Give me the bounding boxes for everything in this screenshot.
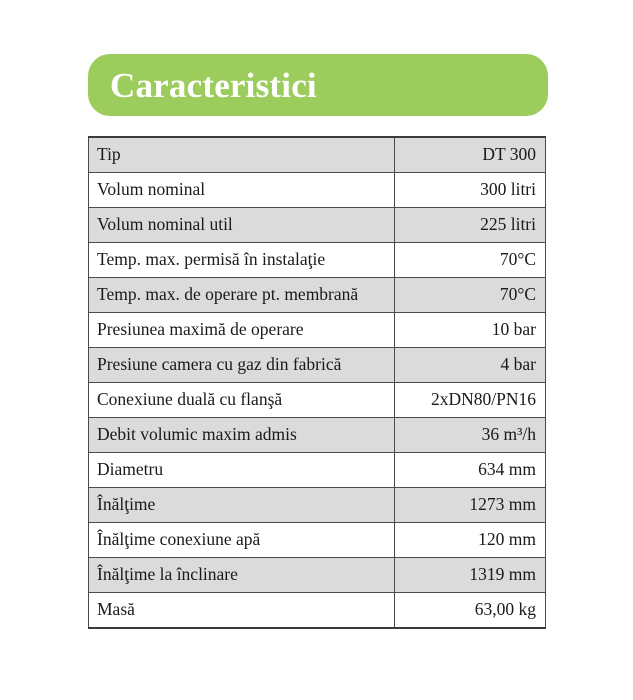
table-row bbox=[89, 243, 546, 278]
spec-label: Temp. max. de operare pt. membrană bbox=[89, 278, 395, 313]
spec-label: Volum nominal util bbox=[89, 208, 395, 243]
spec-label: Volum nominal bbox=[89, 173, 395, 208]
spec-value: 300 litri bbox=[395, 173, 546, 208]
spec-value: 10 bar bbox=[395, 313, 546, 348]
table-row bbox=[89, 558, 546, 593]
spec-label: Conexiune duală cu flanşă bbox=[89, 383, 395, 418]
spec-label: Temp. max. permisă în instalaţie bbox=[89, 243, 395, 278]
spec-value: 1273 mm bbox=[395, 488, 546, 523]
spec-label: Presiunea maximă de operare bbox=[89, 313, 395, 348]
table-row bbox=[89, 173, 546, 208]
spec-value: 2xDN80/PN16 bbox=[395, 383, 546, 418]
table-row bbox=[89, 418, 546, 453]
table-row bbox=[89, 453, 546, 488]
table-row bbox=[89, 208, 546, 243]
spec-label: Presiune camera cu gaz din fabrică bbox=[89, 348, 395, 383]
spec-value: 36 m³/h bbox=[395, 418, 546, 453]
table-row bbox=[89, 383, 546, 418]
table-row bbox=[89, 313, 546, 348]
spec-label: Masă bbox=[89, 593, 395, 629]
spec-value: 634 mm bbox=[395, 453, 546, 488]
spec-value: 225 litri bbox=[395, 208, 546, 243]
spec-label: Înălţime bbox=[89, 488, 395, 523]
section-title: Caracteristici bbox=[110, 65, 317, 105]
spec-value: 70°C bbox=[395, 243, 546, 278]
table-row bbox=[89, 278, 546, 313]
spec-value: 1319 mm bbox=[395, 558, 546, 593]
spec-value: 120 mm bbox=[395, 523, 546, 558]
spec-value: 70°C bbox=[395, 278, 546, 313]
specifications-table bbox=[88, 136, 546, 629]
table-row bbox=[89, 523, 546, 558]
spec-label: Tip bbox=[89, 137, 395, 173]
section-header bbox=[88, 54, 548, 116]
spec-value: 4 bar bbox=[395, 348, 546, 383]
spec-label: Debit volumic maxim admis bbox=[89, 418, 395, 453]
table-row bbox=[89, 137, 546, 173]
table-row bbox=[89, 488, 546, 523]
spec-value: DT 300 bbox=[395, 137, 546, 173]
spec-label: Diametru bbox=[89, 453, 395, 488]
spec-label: Înălţime conexiune apă bbox=[89, 523, 395, 558]
spec-value: 63,00 kg bbox=[395, 593, 546, 629]
spec-label: Înălţime la înclinare bbox=[89, 558, 395, 593]
table-row bbox=[89, 593, 546, 629]
table-row bbox=[89, 348, 546, 383]
